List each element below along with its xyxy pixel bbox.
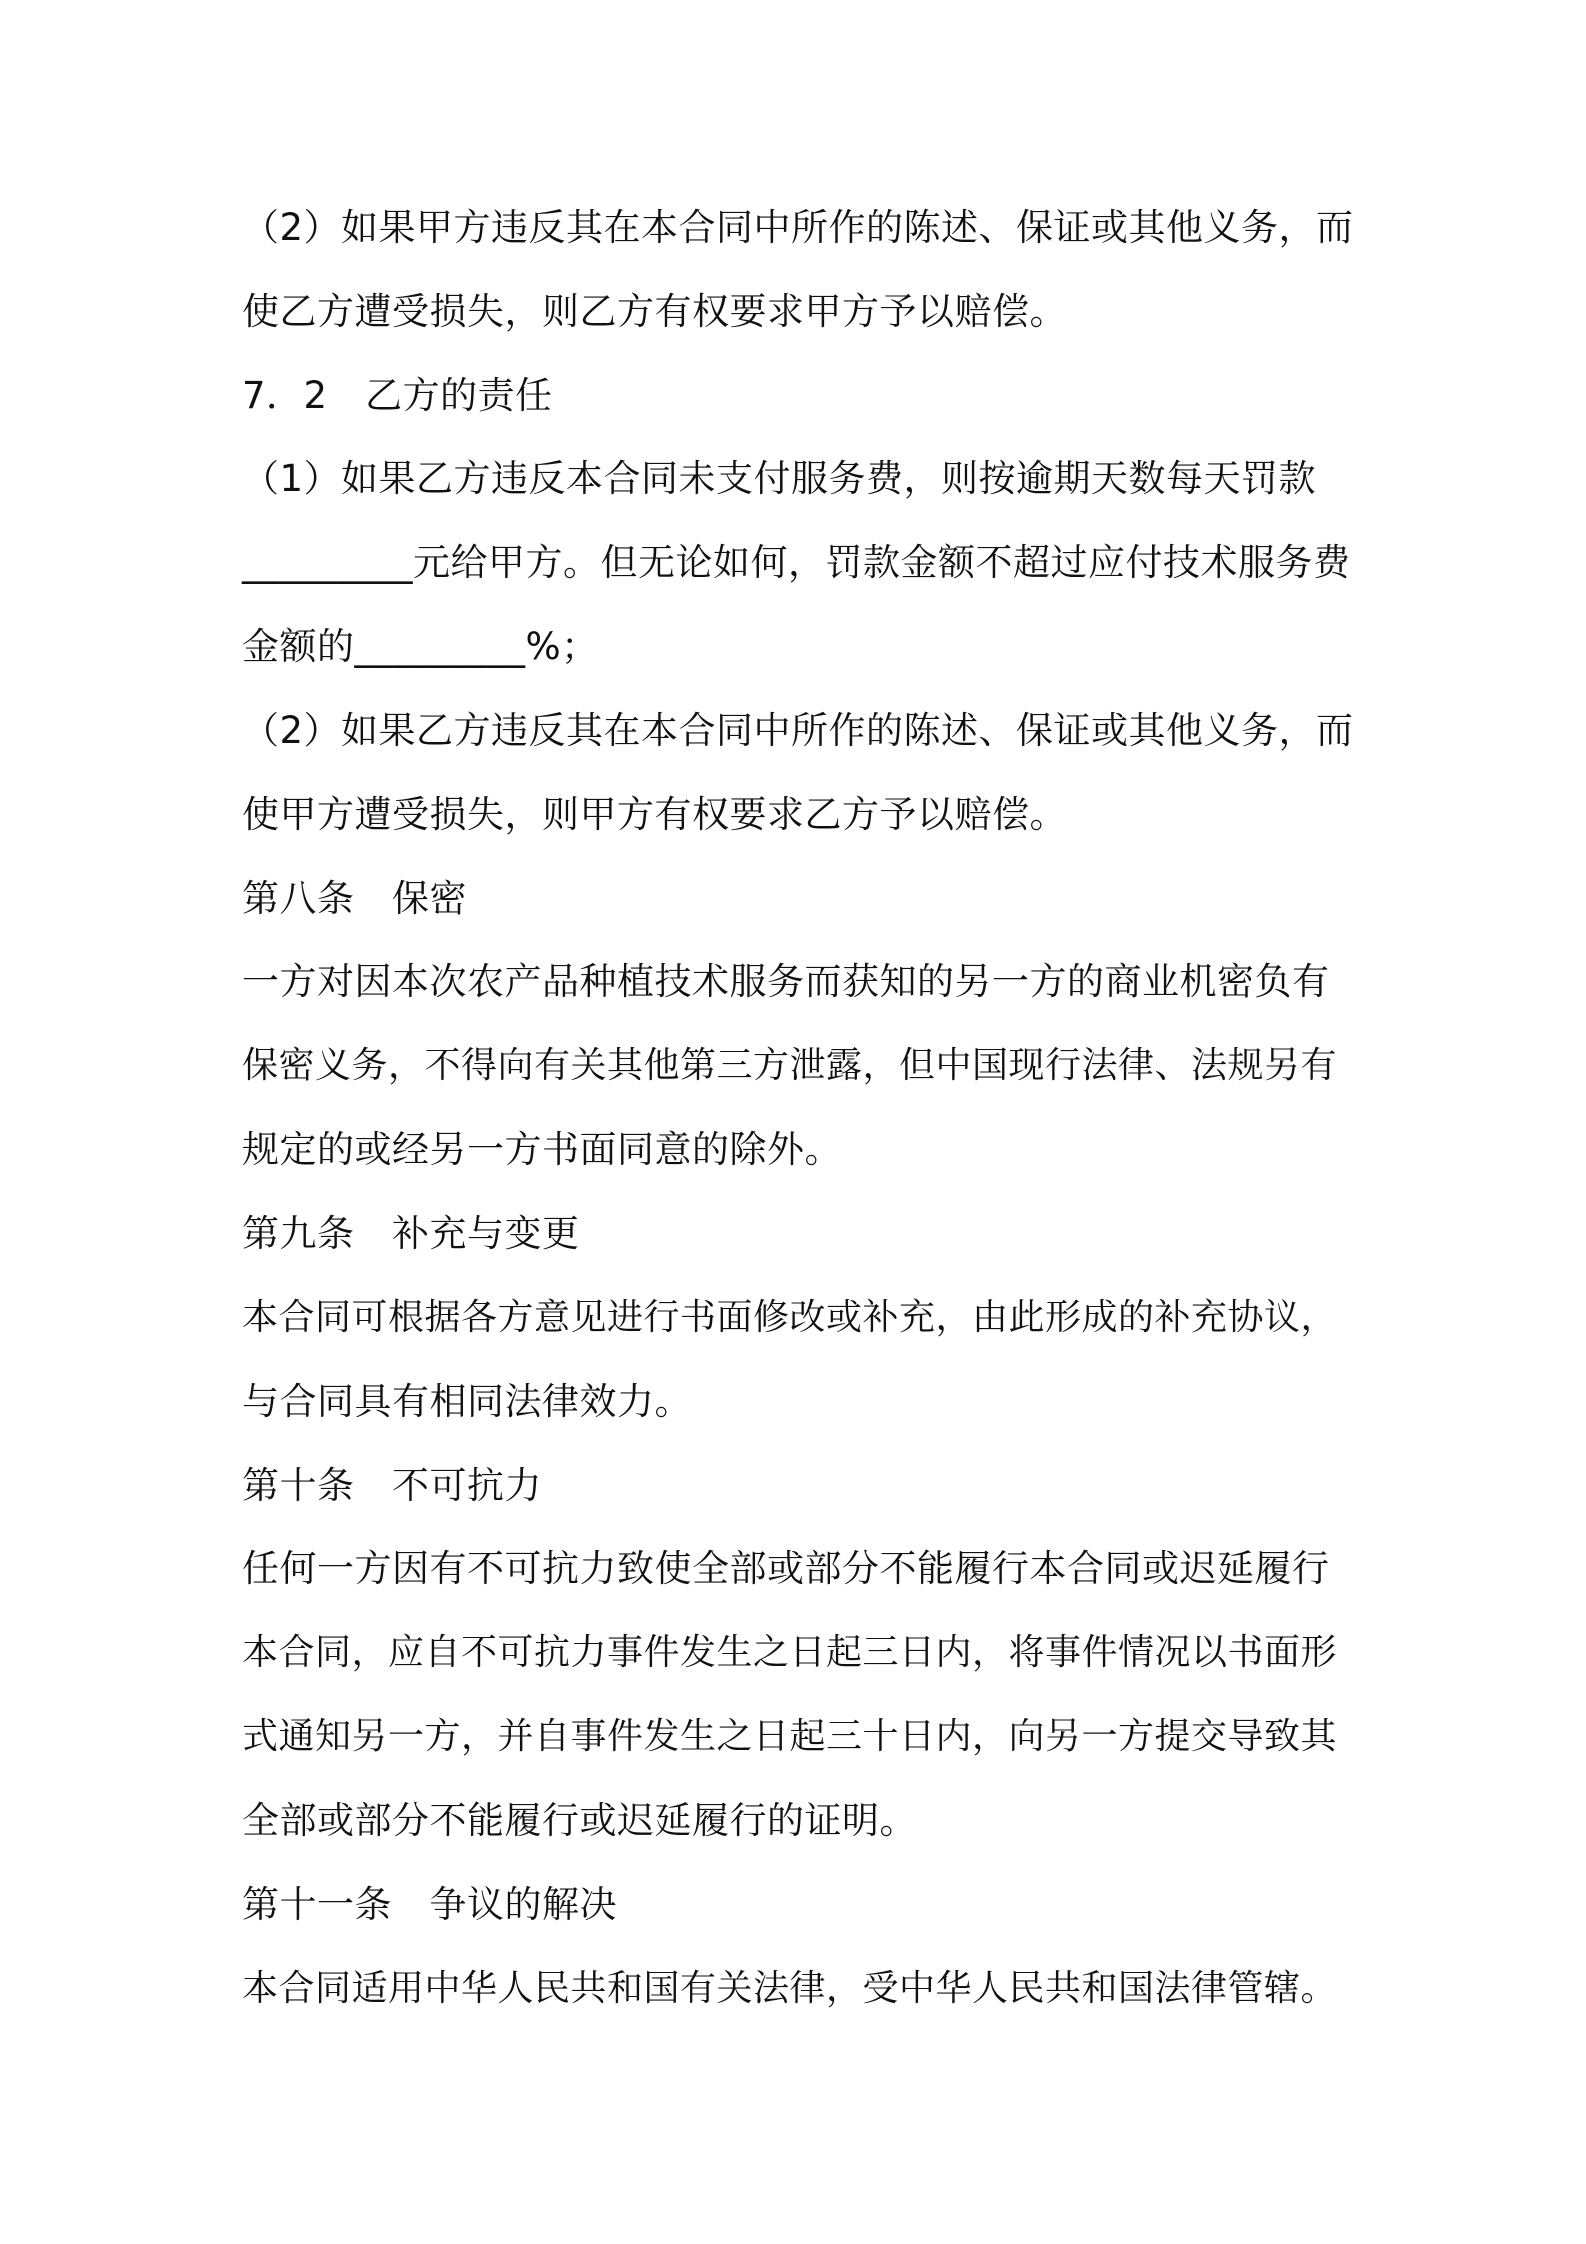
article-11-line-1: 本合同适用中华人民共和国有关法律，受中华人民共和国法律管辖。: [242, 1968, 1338, 2009]
section-7-2-heading: 7．2 乙方的责任: [242, 374, 553, 417]
article-10-line-3: 式通知另一方，并自事件发生之日起三十日内，向另一方提交导致其: [242, 1716, 1338, 1757]
paragraph-7-2-1-line-3: 金额的_________%；: [242, 625, 599, 668]
article-8-line-2: 保密义务，不得向有关其他第三方泄露，但中国现行法律、法规另有: [242, 1045, 1338, 1086]
article-8-line-3: 规定的或经另一方书面同意的除外。: [242, 1128, 842, 1171]
paragraph-7-2-2-line-2: 使甲方遭受损失，则甲方有权要求乙方予以赔偿。: [242, 793, 1067, 836]
paragraph-7-2-2-line-1: （2）如果乙方违反其在本合同中所作的陈述、保证或其他义务，而: [242, 709, 1354, 752]
article-10-line-2: 本合同，应自不可抗力事件发生之日起三日内，将事件情况以书面形: [242, 1632, 1338, 1673]
article-10-line-1: 任何一方因有不可抗力致使全部或部分不能履行本合同或迟延履行: [242, 1547, 1330, 1590]
article-8-line-1: 一方对因本次农产品种植技术服务而获知的另一方的商业机密负有: [242, 960, 1330, 1003]
article-11-heading: 第十一条 争议的解决: [242, 1883, 617, 1926]
paragraph-7-1-2-line-1: （2）如果甲方违反其在本合同中所作的陈述、保证或其他义务，而: [242, 206, 1354, 249]
article-10-heading: 第十条 不可抗力: [242, 1464, 542, 1507]
paragraph-7-1-2-line-2: 使乙方遭受损失，则乙方有权要求甲方予以赔偿。: [242, 290, 1067, 333]
article-9-line-2: 与合同具有相同法律效力。: [242, 1380, 692, 1423]
article-9-heading: 第九条 补充与变更: [242, 1212, 580, 1255]
article-8-heading: 第八条 保密: [242, 877, 467, 920]
paragraph-7-2-1-line-2: _________元给甲方。但无论如何，罚款金额不超过应付技术服务费: [242, 541, 1351, 584]
article-10-line-4: 全部或部分不能履行或迟延履行的证明。: [242, 1799, 917, 1842]
article-9-line-1: 本合同可根据各方意见进行书面修改或补充，由此形成的补充协议，: [242, 1297, 1338, 1338]
paragraph-7-2-1-line-1: （1）如果乙方违反本合同未支付服务费，则按逾期天数每天罚款: [242, 457, 1317, 500]
